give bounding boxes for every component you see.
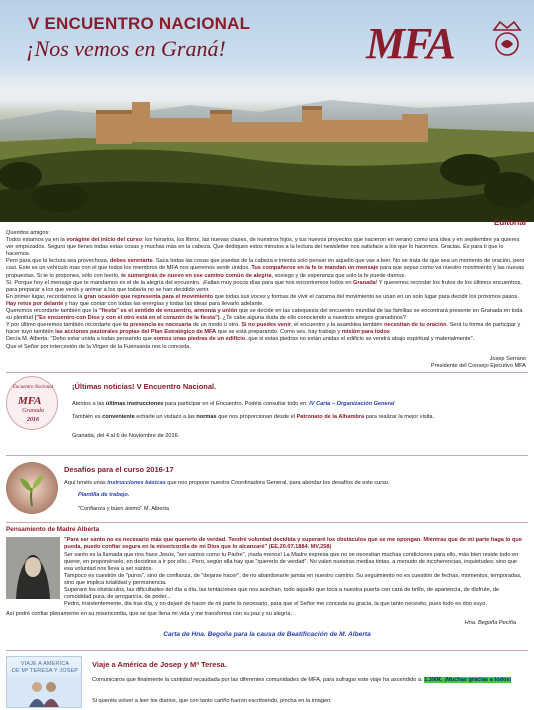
news-title: ¡Últimas noticias! V Encuentro Nacional.: [72, 382, 217, 391]
editorial-text: [6, 230, 528, 351]
editorial-paragraph: Todos estamos ya en la vorágine del inicio del curso: los horarios, los libros, las nuevas clases, de nuestros hijos, y tus nuevos proyectos que nacieron en verano como una idea y en septiembre ya quieres ver empezados. Seguro que tienes todas estas cosas y muchas más en la cabeza. Que dediques estos minutos a la lectura del newsletter nos satisface a los que lo hacemos. Gracias. Es para ti que lo hacemos.: [6, 237, 520, 258]
section-divider: [6, 455, 528, 456]
editorial-paragraph: Sí. Porque hoy el mensaje que te mandamos es el de la alegría del encuentro. ¡Faltan muy pocos días para que nos encontremos todos en Granada! Y queremos recordar los frutos de los últimos encuentros, para preparar a los que venís y animar a los que todavía no se han decidido venir.: [6, 279, 522, 293]
madre-alberta-quote: "Para ser santo no es necesario más que quererlo de verdad. Tendré voluntad decidida y superaré los obstáculos que se me opongan. Mientras que de mi parte haga lo que pueda, puedo confiar segura en la misericordia de mi Dios que lo alcanzaré" (EE,20.07.1884. MV,258): [64, 537, 522, 550]
section-label-editorial: Editorial: [493, 218, 526, 227]
desafios-quote: "Confianza y buen ánimo" M. Alberta: [78, 506, 170, 512]
news-dates: Granada, del 4 al 6 de Noviembre de 2016.: [72, 433, 180, 439]
editorial-paragraph: Y por último queremos también recordarte que tu presencia es necesaria de un modo u otro. Si no puedes venir, el encuentro y la asamblea también necesitan de tu oración. Será tu forma de participar y hacer tuyo también las acciones pastorales propias del Plan Estratégico de MFA que se está preparando. Como ves, hay trabajo y misión para todos: [6, 322, 521, 336]
news-line-2: También es conveniente echarle un vistazo a las normas que nos proporcionan desde el Patronato de la Alhambra para realizar la mejor visita.: [72, 414, 435, 420]
viaje-box-line-2: DE Mª TERESA Y JOSEP: [11, 668, 79, 674]
madre-alberta-closing: Así podré confiar plenamente en su misericordia, que se que llena mi vida y me transforma con su paz y su alegría.: [6, 611, 293, 617]
editorial-paragraph: Que el Señor por intercesión de la Virgen de la Fuensanta nos lo conceda.: [6, 343, 191, 350]
mfa-logo: [360, 10, 528, 82]
flower-image-icon: [6, 462, 58, 514]
mfa-mini-logo-icon: [18, 394, 48, 406]
madre-alberta-text: Ser santo es la llamada que nos hace Jesús, "ser santos como tu Padre", ¡nada menos! La Madre expresa que no se necesitan muchas condiciones para ello, más bien reside todo en querer, en proponérselo, en decidirse a ir por ello... Pero, según ella hay que "quererlo de verdad". No valen nuestras medias tintas, a menudo de incoherencias, inquietudes; sino que esa voluntad nos lleva a ser santos. Tampoco es cuestión de "puros", sino de confianza, de "dejarse hacer", de no abandonarle jamás en nuestro camino. Su seguimiento no es cuestión de fechas, momentos, temporadas, sino que implica totalidad y permanencia. Superaré los obstáculos, las dificultades del día a día, las tentaciones que nos acechan, todo aquello que toca a nuestra puerta con cara de brillo, de apariencia, de disfrute, de comodidad pura, de arrogancia, de poder... Pedro, insistentemente, dia tras día, y no dejaré de hacer de mi parte lo necesario, para que el Señor me conceda su gracia, la que tanto necesito, pues todo es don suyo.: [64, 552, 522, 607]
editorial-greeting: Queridos amigos:: [6, 230, 50, 236]
editorial-paragraph: En primer lugar, recordamos la gran ocasión que representa para el movimiento que todas sus voces y formas de vivir el carisma del movimiento se unan en un solo lugar para decidir los próximos pasos. Hay retos por delante y hay que contar con todas las energías y todas las ideas para llevarlo adelante.: [6, 293, 519, 307]
viaje-title: Viaje a América de Josep y Mª Teresa.: [92, 660, 227, 669]
section-divider: [6, 522, 528, 523]
badge-city-text: Granada: [22, 408, 44, 414]
viaje-america-image[interactable]: [6, 656, 82, 708]
section-divider: [6, 650, 528, 651]
travelers-image-icon: [7, 677, 81, 707]
badge-year-text: 2016: [27, 417, 39, 423]
link-carta-beatificacion[interactable]: Carta de Hna. Begoña para la causa de Beatificación de M. Alberta: [163, 631, 371, 638]
section-divider: [6, 372, 528, 373]
portrait-icon: [6, 537, 60, 599]
svg-text:MFA: MFA: [18, 395, 42, 406]
editorial-paragraph: Decía M. Alberta: "Debo estar unida a todas pensando que somos unas piedras de un edificio, que si estas piedras no están unidas el edificio se vendrá abajo espiritual y materialmente".: [6, 336, 475, 343]
link-patronato-alhambra[interactable]: Patronato de la Alhambra: [296, 414, 365, 420]
signature-name: Josep Serrano: [489, 356, 526, 362]
hero-banner: [0, 0, 534, 222]
alhambra-landscape-image: [0, 80, 534, 222]
madre-alberta-title: Pensamiento de Madre Alberta: [6, 526, 100, 533]
signature-role: Presidente del Consejo Ejecutivo MFA: [430, 363, 526, 370]
madre-alberta-signature: Hna. Begoña Peciña: [464, 620, 516, 626]
news-line-1: Atentos a las últimas instrucciones para participar en el Encuentro. Podéis consultar todo en: IV Carta – Organización General: [72, 401, 395, 407]
desafios-title: Desafíos para el curso 2016-17: [64, 465, 174, 474]
viaje-amount-highlight: 1.390€. ¡Muchas gracias a todos!: [424, 677, 512, 683]
logo-wordmark: MFA: [366, 19, 454, 68]
editorial-signature: [431, 356, 526, 370]
event-subtitle: ¡Nos vemos en Graná!: [26, 36, 226, 61]
desafios-line-1: Aquí tenéis unas instrucciones básicas que nos propone nuestra Coordinadora General, para abordar los desafíos de este curso.: [64, 480, 390, 486]
link-plantilla-trabajo[interactable]: Plantilla de trabajo.: [78, 492, 130, 498]
encuentro-badge-image[interactable]: [6, 376, 58, 430]
editorial-paragraph: Queremos recordarte también que la "fiesta" es el sentido de encuentro, armonía y unión que se decide en las catequesis del encuentro mundial de las familias se encontrará presente en Granada en toda su plenitud ("Es encuentro con Dios y con el otro está en el corazón de la fiesta"). ¿Te cabe alguna duda de ello conociendo a nuestros amigos granadinos?: [6, 308, 523, 322]
link-iv-carta[interactable]: IV Carta – Organización General: [309, 401, 395, 407]
desafios-image[interactable]: [6, 462, 58, 514]
viaje-line-1: Comunicaros que finalmente la cantidad recaudada por las diferentes comunidades de MFA, para sufragar este viaje ha ascendido a: 1.390€. ¡Muchas gracias a todos!: [92, 677, 512, 683]
madre-alberta-portrait-image: [6, 537, 60, 599]
viaje-box-line-1: VIAJE A AMERICA: [20, 661, 70, 667]
event-title: V ENCUENTRO NACIONAL: [28, 14, 251, 33]
badge-top-text: Encuentro Nacional: [12, 385, 54, 390]
editorial-paragraph: Pero para que la lectura sea provechosa, debes serenarte. Saca todas las cosas que puedas de la cabeza e intenta solo pensar en aquello que vas a leer. No se trata de que sea un momento de oración, pero casi. Este es un vehículo más con el que todos los miembros de MFA nos queremos sentir unidos. Tus compañeros en la fe te mandan un mensaje para que sepas como va nuestro movimiento y las nuevas propuestas. Si te lo propones, sólo con leerlo, te sumergirás de nuevo en ese camino común de alegría, sosiego y de esperanza que solo la fe puede darnos.: [6, 258, 525, 279]
crown-emblem-icon: [490, 18, 524, 58]
viaje-line-2: Si queréis volver a leer los diarios, que con tanto cariño fueron escribiendo, pincha en la imagen.: [92, 698, 332, 704]
link-instrucciones-basicas[interactable]: instrucciones básicas: [107, 480, 166, 486]
